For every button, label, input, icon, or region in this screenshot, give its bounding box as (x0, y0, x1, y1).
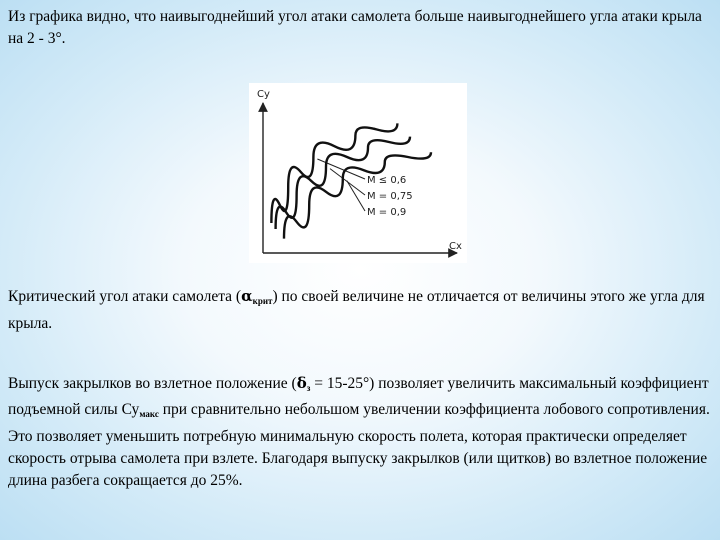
flaps-paragraph (8, 372, 712, 492)
delta-symbol: δ (296, 374, 307, 392)
cy-max-subscript: макс (139, 409, 159, 420)
series-label-2: М = 0,75 (367, 191, 413, 202)
series-label-3: М = 0,9 (367, 207, 407, 218)
polar-chart (249, 83, 467, 263)
p3-text-a: Выпуск закрылков во взлетное положение ( (8, 375, 297, 392)
p3-text-b: = 15-25°) позволяет увеличить максимальный коэффициент подъемной силы Су (8, 375, 709, 419)
y-axis-label: Су (257, 89, 270, 100)
intro-paragraph: Из графика видно, что наивыгоднейший угол атаки самолета больше наивыгоднейшего угла атаки крыла на 2 - 3°. (8, 8, 702, 47)
critical-angle-paragraph (8, 286, 712, 334)
leader-line-3 (347, 181, 365, 211)
series-label-1: М ≤ 0,6 (367, 175, 407, 186)
p2-text-b: ) по своей величине не отличается от величины этого же угла для крыла. (8, 288, 705, 332)
alpha-subscript: крит (252, 296, 273, 306)
alpha-symbol: α (241, 287, 253, 305)
p2-text-a: Критический угол атаки самолета ( (8, 288, 242, 305)
p3-text-c: при сравнительно небольшом увеличении коэффициента лобового сопротивления. Это позволяет уменьшить потребную минимальную скорость полета, которая практически определяет скорость отрыва самолета при взлете. Благодаря выпуску закрылков (или щитков) во взлетное положение длина разбега сокращается до 25%. (8, 401, 710, 490)
delta-subscript: з (306, 383, 311, 393)
series-layer (271, 123, 431, 238)
chart-svg (249, 83, 467, 263)
x-axis-label: Сх (449, 241, 462, 252)
